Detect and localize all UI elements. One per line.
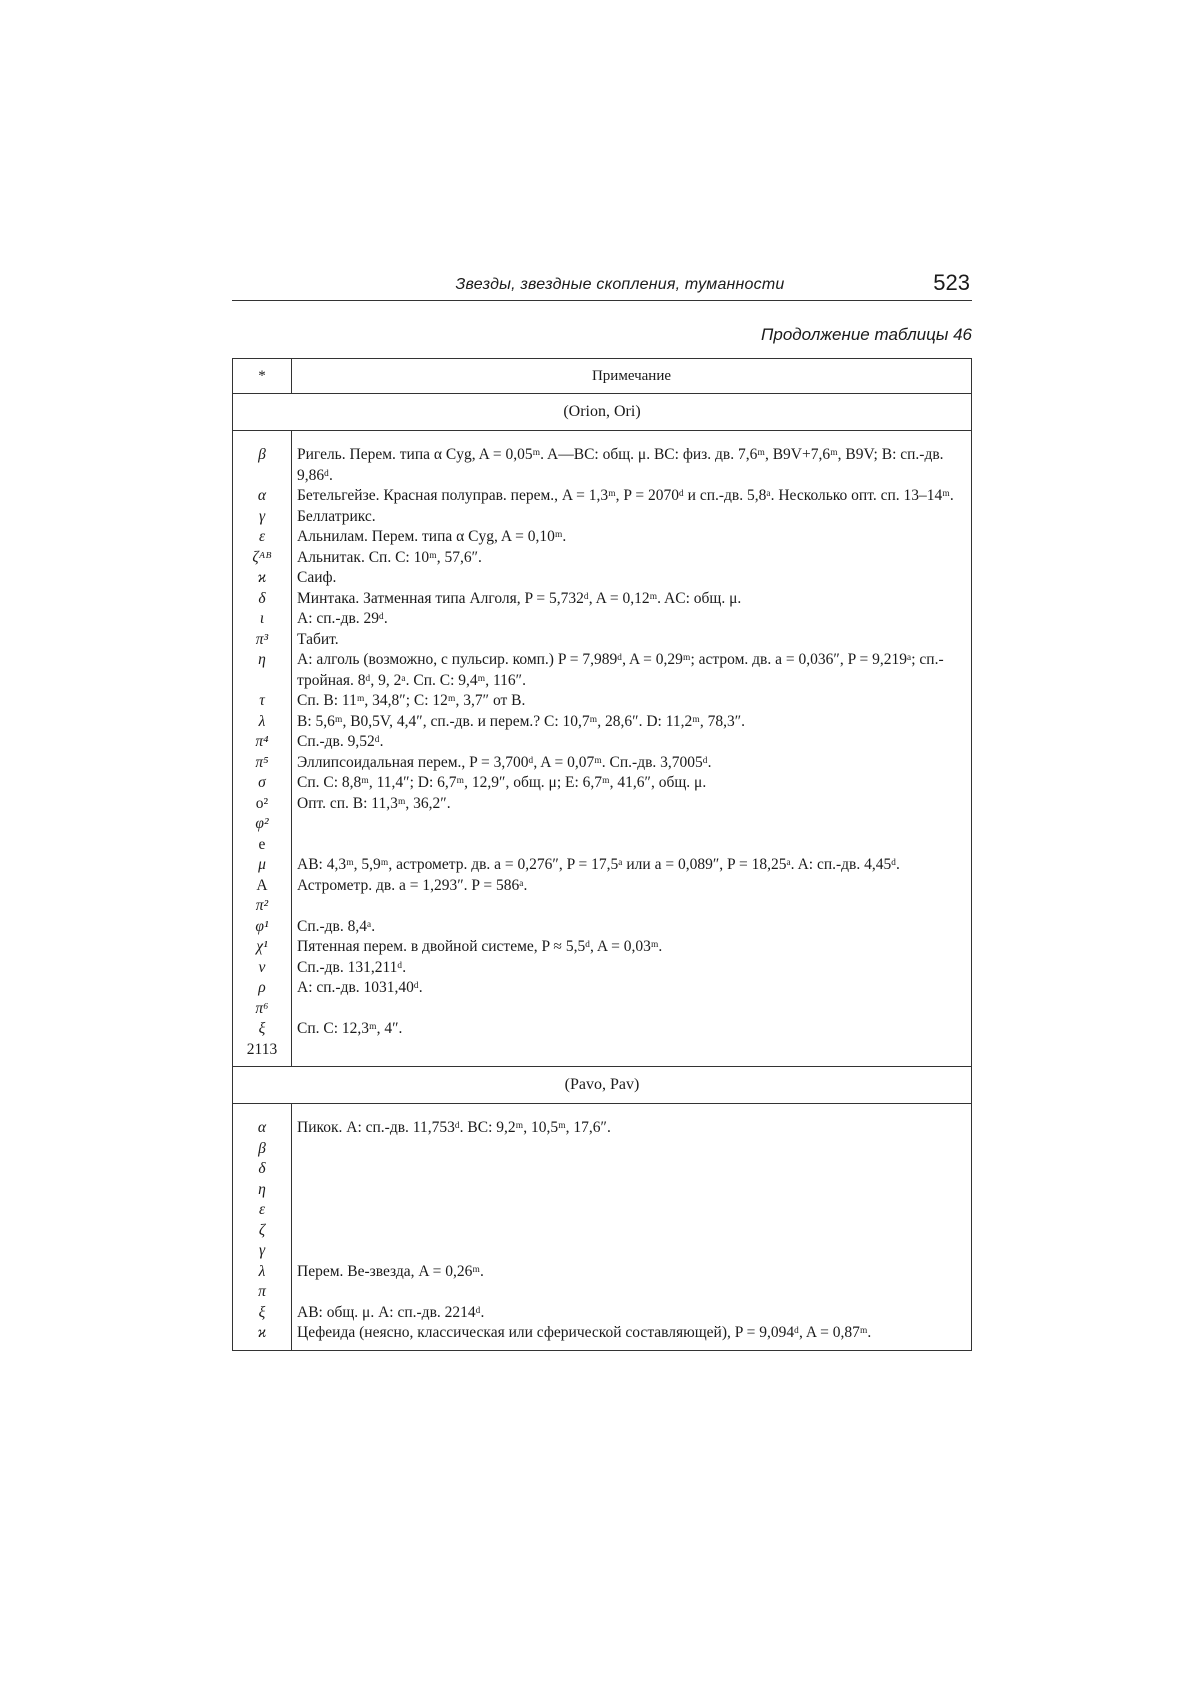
star-note: Табит. <box>292 630 972 651</box>
star-designation: φ¹ <box>233 917 292 938</box>
table-row <box>233 1104 972 1139</box>
star-note <box>292 1139 972 1160</box>
star-note: Сп.-дв. 131,211ᵈ. <box>292 958 972 979</box>
table-row <box>233 855 972 876</box>
table-row <box>233 1323 972 1350</box>
star-note: Пятенная перем. в двойной системе, P ≈ 5,5ᵈ, A = 0,03ᵐ. <box>292 937 972 958</box>
table-row <box>233 978 972 999</box>
star-designation: π⁵ <box>233 753 292 774</box>
star-note: Перем. Be-звезда, A = 0,26ᵐ. <box>292 1262 972 1283</box>
star-note: Сп. C: 12,3ᵐ, 4″. <box>292 1019 972 1040</box>
star-note: Опт. сп. B: 11,3ᵐ, 36,2″. <box>292 794 972 815</box>
table-row <box>233 1303 972 1324</box>
section-title: (Orion, Ori) <box>233 394 972 431</box>
star-note: Саиф. <box>292 568 972 589</box>
table-row <box>233 609 972 630</box>
star-designation: η <box>233 1180 292 1201</box>
star-designation: γ <box>233 1241 292 1262</box>
star-note: Астрометр. дв. a = 1,293″. P = 586ᵃ. <box>292 876 972 897</box>
star-designation: τ <box>233 691 292 712</box>
star-designation: χ¹ <box>233 937 292 958</box>
table-row <box>233 589 972 610</box>
column-header-star: * <box>233 359 292 394</box>
star-designation: ξ <box>233 1303 292 1324</box>
star-note: Ригель. Перем. типа α Cyg, A = 0,05ᵐ. A—BC: общ. μ. BC: физ. дв. 7,6ᵐ, B9V+7,6ᵐ, B9V; B: сп.-дв. 9,86ᵈ. <box>292 431 972 487</box>
star-designation: β <box>233 1139 292 1160</box>
table-body <box>233 394 972 1351</box>
table-row <box>233 937 972 958</box>
star-designation: λ <box>233 712 292 733</box>
star-note: A: сп.-дв. 29ᵈ. <box>292 609 972 630</box>
star-designation: β <box>233 431 292 487</box>
table-row <box>233 691 972 712</box>
star-note <box>292 835 972 856</box>
star-note: A: алголь (возможно, с пульсир. комп.) P = 7,989ᵈ, A = 0,29ᵐ; астром. дв. a = 0,036″, P = 9,219ᵃ; сп.-тройная. 8ᵈ, 9, 2ᵃ. Сп. C: 9,4ᵐ, 116″. <box>292 650 972 691</box>
star-designation: φ² <box>233 814 292 835</box>
table-row <box>233 794 972 815</box>
table-row <box>233 568 972 589</box>
star-note: Сп. C: 8,8ᵐ, 11,4″; D: 6,7ᵐ, 12,9″, общ. μ; E: 6,7ᵐ, 41,6″, общ. μ. <box>292 773 972 794</box>
star-note <box>292 1221 972 1242</box>
star-note: Цефеида (неясно, классическая или сферической составляющей), P = 9,094ᵈ, A = 0,87ᵐ. <box>292 1323 972 1350</box>
page-number: 523 <box>933 270 970 295</box>
star-designation: e <box>233 835 292 856</box>
star-designation: ξ <box>233 1019 292 1040</box>
table-row <box>233 507 972 528</box>
table-continuation-label: Продолжение таблицы 46 <box>761 325 972 344</box>
star-designation: ι <box>233 609 292 630</box>
table-row <box>233 431 972 487</box>
star-designation: δ <box>233 1159 292 1180</box>
table-row <box>233 630 972 651</box>
table-row <box>233 1200 972 1221</box>
star-note: Альнилам. Перем. типа α Cyg, A = 0,10ᵐ. <box>292 527 972 548</box>
star-note <box>292 1159 972 1180</box>
star-designation: ϰ <box>233 568 292 589</box>
star-designation: α <box>233 486 292 507</box>
star-designation: ϰ <box>233 1323 292 1350</box>
star-note: AB: общ. μ. A: сп.-дв. 2214ᵈ. <box>292 1303 972 1324</box>
star-note: Минтака. Затменная типа Алголя, P = 5,732ᵈ, A = 0,12ᵐ. AC: общ. μ. <box>292 589 972 610</box>
table-row <box>233 486 972 507</box>
table-row <box>233 1139 972 1160</box>
table-row <box>233 650 972 691</box>
table-row <box>233 1262 972 1283</box>
star-note: AB: 4,3ᵐ, 5,9ᵐ, астрометр. дв. a = 0,276″, P = 17,5ᵃ или a = 0,089″, P = 18,25ᵃ. A: сп.-дв. 4,45ᵈ. <box>292 855 972 876</box>
star-designation: ν <box>233 958 292 979</box>
table-row <box>233 527 972 548</box>
star-note: Сп.-дв. 9,52ᵈ. <box>292 732 972 753</box>
star-note <box>292 814 972 835</box>
table-row <box>233 835 972 856</box>
star-note: Бетельгейзе. Красная полуправ. перем., A = 1,3ᵐ, P = 2070ᵈ и сп.-дв. 5,8ᵃ. Несколько опт. сп. 13–14ᵐ. <box>292 486 972 507</box>
star-designation: λ <box>233 1262 292 1283</box>
star-designation: A <box>233 876 292 897</box>
table-row <box>233 1282 972 1303</box>
star-designation: π² <box>233 896 292 917</box>
star-note <box>292 1282 972 1303</box>
star-designation: π⁶ <box>233 999 292 1020</box>
star-note <box>292 1200 972 1221</box>
star-designation: δ <box>233 589 292 610</box>
star-designation: μ <box>233 855 292 876</box>
table-row <box>233 896 972 917</box>
section-title: (Pavo, Pav) <box>233 1067 972 1104</box>
star-note <box>292 1040 972 1067</box>
running-header <box>232 270 972 301</box>
star-designation: ε <box>233 527 292 548</box>
table-header-row <box>233 359 972 394</box>
section-header-row <box>233 394 972 431</box>
star-note <box>292 999 972 1020</box>
star-designation: ε <box>233 1200 292 1221</box>
star-note: Пикок. A: сп.-дв. 11,753ᵈ. BC: 9,2ᵐ, 10,5ᵐ, 17,6″. <box>292 1104 972 1139</box>
star-note: A: сп.-дв. 1031,40ᵈ. <box>292 978 972 999</box>
star-designation: ρ <box>233 978 292 999</box>
star-notes-table <box>232 358 972 1351</box>
table-row <box>233 753 972 774</box>
star-note: Сп.-дв. 8,4ᵃ. <box>292 917 972 938</box>
star-designation: π <box>233 1282 292 1303</box>
table-row <box>233 1221 972 1242</box>
section-header-row <box>233 1067 972 1104</box>
star-designation: σ <box>233 773 292 794</box>
table-row <box>233 1040 972 1067</box>
table-row <box>233 999 972 1020</box>
table-row <box>233 1180 972 1201</box>
star-designation: η <box>233 650 292 691</box>
table-row <box>233 958 972 979</box>
star-designation: 2113 <box>233 1040 292 1067</box>
table-row <box>233 876 972 897</box>
table-row <box>233 814 972 835</box>
running-title: Звезды, звездные скопления, туманности <box>455 276 785 293</box>
table-row <box>233 917 972 938</box>
column-header-note: Примечание <box>292 359 972 394</box>
star-designation: γ <box>233 507 292 528</box>
star-designation: π³ <box>233 630 292 651</box>
table-row <box>233 712 972 733</box>
star-designation: ζ <box>233 1221 292 1242</box>
star-note <box>292 896 972 917</box>
star-designation: ζᴬᴮ <box>233 548 292 569</box>
table-row <box>233 548 972 569</box>
star-note <box>292 1241 972 1262</box>
table-row <box>233 732 972 753</box>
star-note: B: 5,6ᵐ, B0,5V, 4,4″, сп.-дв. и перем.? C: 10,7ᵐ, 28,6″. D: 11,2ᵐ, 78,3″. <box>292 712 972 733</box>
star-note: Сп. B: 11ᵐ, 34,8″; C: 12ᵐ, 3,7″ от B. <box>292 691 972 712</box>
star-designation: o² <box>233 794 292 815</box>
table-row <box>233 1159 972 1180</box>
star-note: Эллипсоидальная перем., P = 3,700ᵈ, A = 0,07ᵐ. Сп.-дв. 3,7005ᵈ. <box>292 753 972 774</box>
star-note: Беллатрикс. <box>292 507 972 528</box>
table-row <box>233 1019 972 1040</box>
table-row <box>233 773 972 794</box>
star-designation: α <box>233 1104 292 1139</box>
star-designation: π⁴ <box>233 732 292 753</box>
star-note: Альнитак. Сп. C: 10ᵐ, 57,6″. <box>292 548 972 569</box>
star-note <box>292 1180 972 1201</box>
table-row <box>233 1241 972 1262</box>
